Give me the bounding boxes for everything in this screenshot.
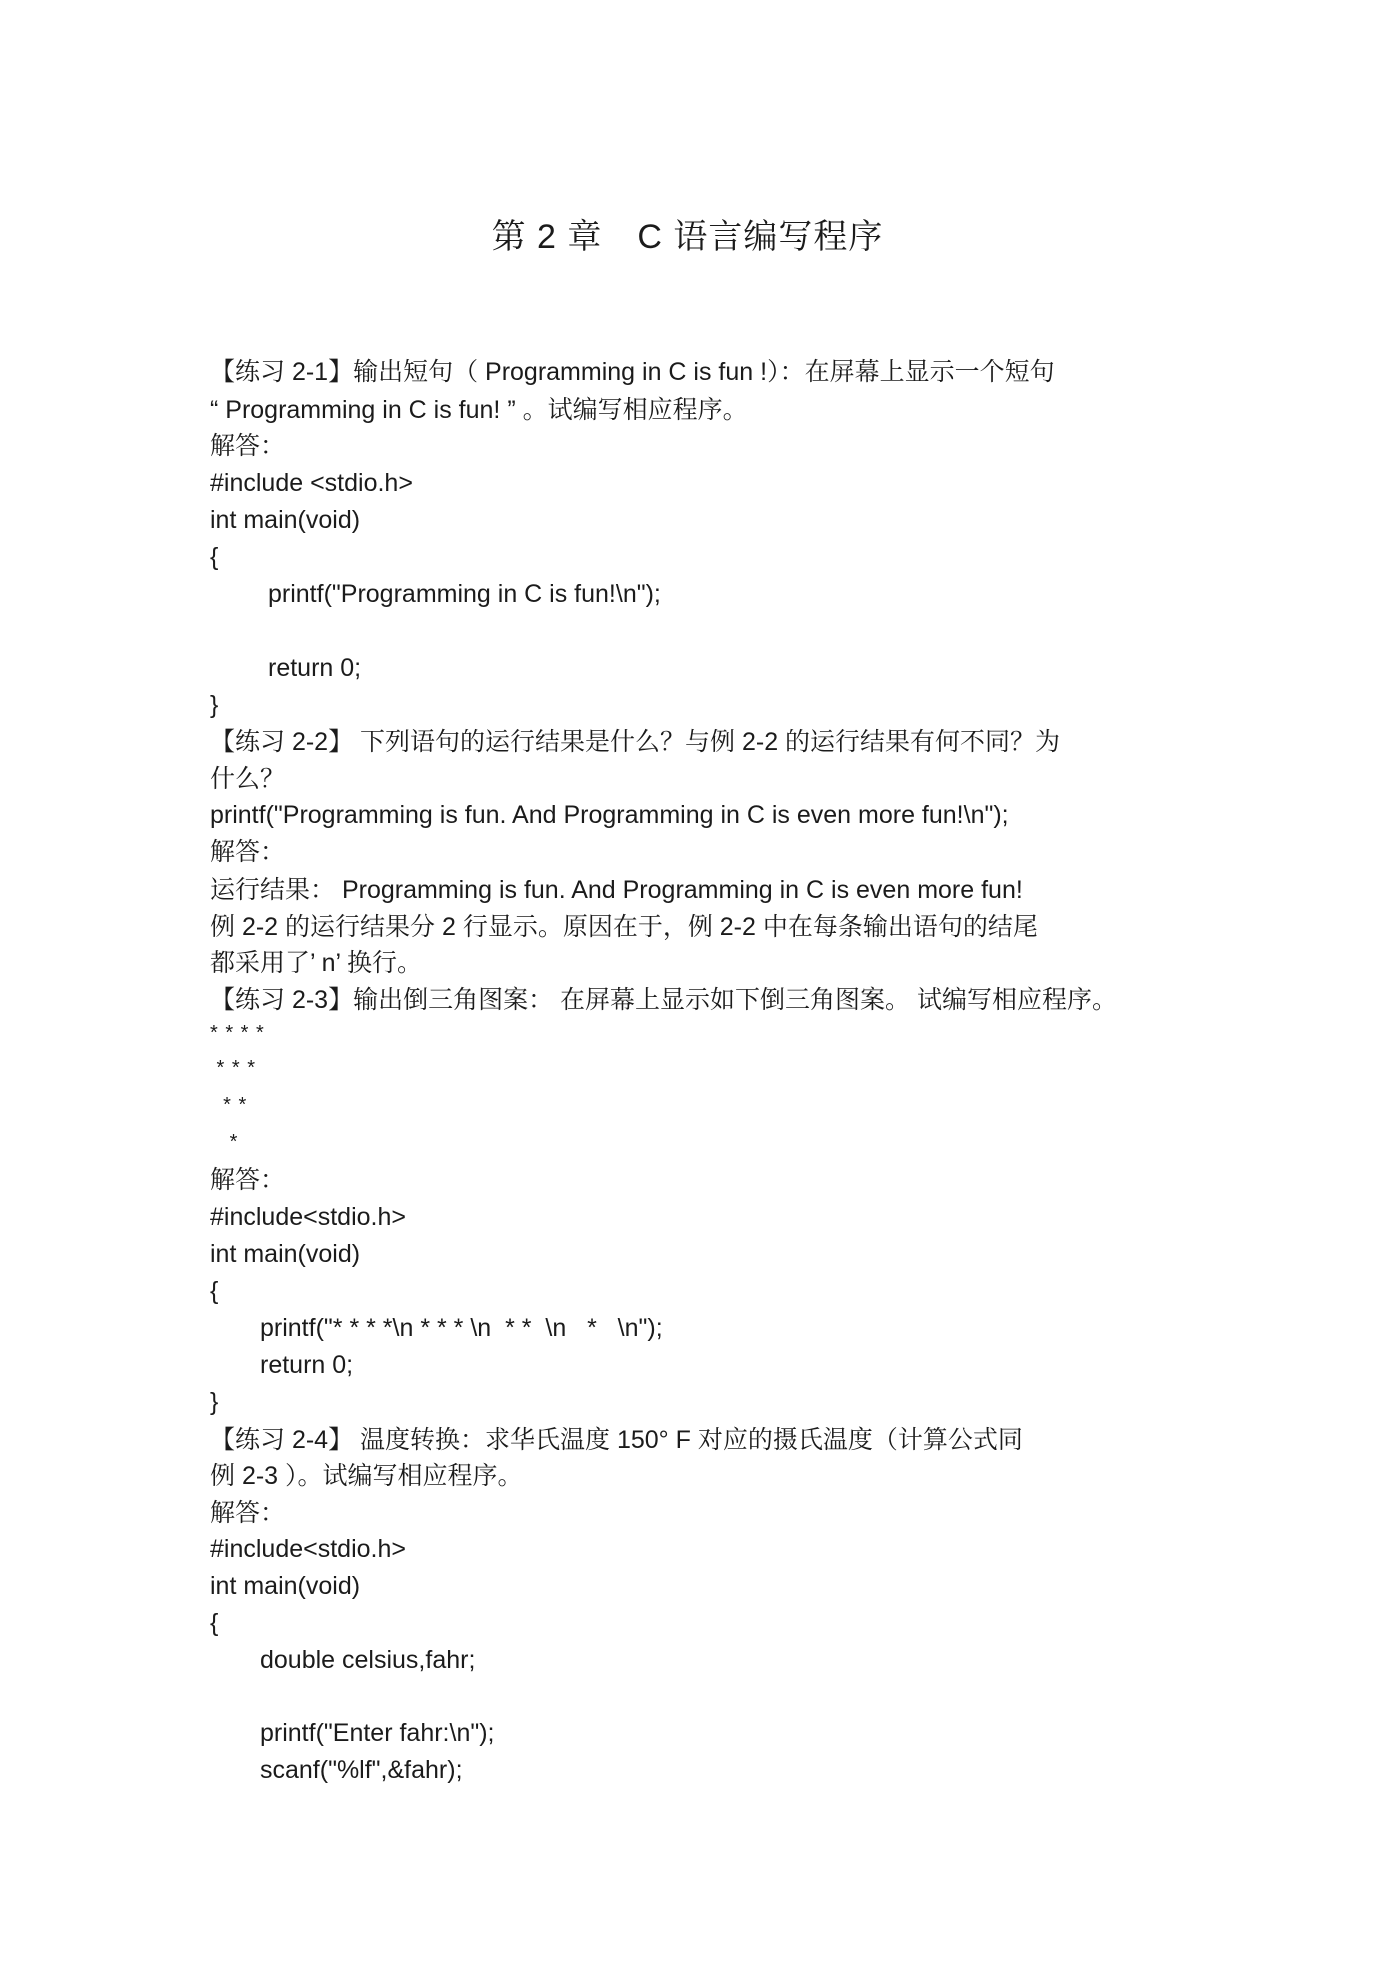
exercise-prompt-line: “ Programming in C is fun! ” 。试编写相应程序。	[210, 396, 748, 424]
code-line: printf("* * * *\n * * * \n * * \n * \n");	[260, 1314, 663, 1342]
code-line: }	[210, 1388, 219, 1416]
code-line: {	[210, 1609, 219, 1637]
answer-label: 解答：	[210, 432, 286, 460]
code-line: printf("Enter fahr:\n");	[260, 1719, 495, 1747]
code-line: scanf("%lf",&fahr);	[260, 1756, 463, 1784]
code-line: double celsius,fahr;	[260, 1646, 476, 1674]
exercise-prompt-line: 【练习 2-1】输出短句（ Programming in C is fun !）：在屏幕上显示一个短句	[210, 358, 1055, 386]
code-line: #include<stdio.h>	[210, 1535, 406, 1563]
pattern-row: *	[210, 1131, 239, 1153]
code-statement: printf("Programming is fun. And Programming in C is even more fun!\n");	[210, 801, 1009, 829]
code-line: printf("Programming in C is fun!\n");	[268, 580, 661, 608]
exercise-prompt-line: 【练习 2-4】 温度转换：求华氏温度 150° F 对应的摄氏温度（计算公式同	[210, 1426, 1023, 1454]
pattern-row: * * *	[210, 1057, 257, 1079]
explanation-line: 例 2-2 的运行结果分 2 行显示。原因在于，例 2-2 中在每条输出语句的结尾	[210, 913, 1038, 941]
explanation-line: 都采用了’ n’ 换行。	[210, 949, 423, 977]
answer-label: 解答：	[210, 1166, 286, 1194]
code-line: #include<stdio.h>	[210, 1203, 406, 1231]
exercise-prompt-line: 什么？	[210, 765, 286, 793]
code-line: int main(void)	[210, 506, 361, 534]
pattern-row: * * * *	[210, 1022, 265, 1044]
run-result: 运行结果： Programming is fun. And Programming in C is even more fun!	[210, 876, 1023, 904]
code-line: return 0;	[268, 654, 362, 682]
code-line: }	[210, 691, 219, 719]
code-line: {	[210, 543, 219, 571]
code-line: {	[210, 1277, 219, 1305]
answer-label: 解答：	[210, 1499, 286, 1527]
pattern-row: * *	[210, 1094, 248, 1116]
code-line: return 0;	[260, 1351, 354, 1379]
exercise-prompt-line: 【练习 2-3】输出倒三角图案： 在屏幕上显示如下倒三角图案。 试编写相应程序。	[210, 986, 1117, 1014]
code-line: int main(void)	[210, 1572, 361, 1600]
exercise-prompt-line: 【练习 2-2】 下列语句的运行结果是什么？与例 2-2 的运行结果有何不同？为	[210, 728, 1061, 756]
chapter-title: 第 2 章 C 语言编写程序	[491, 218, 884, 256]
answer-label: 解答：	[210, 838, 286, 866]
code-line: int main(void)	[210, 1240, 361, 1268]
code-line: #include <stdio.h>	[210, 469, 413, 497]
exercise-prompt-line: 例 2-3 ）。试编写相应程序。	[210, 1462, 523, 1490]
